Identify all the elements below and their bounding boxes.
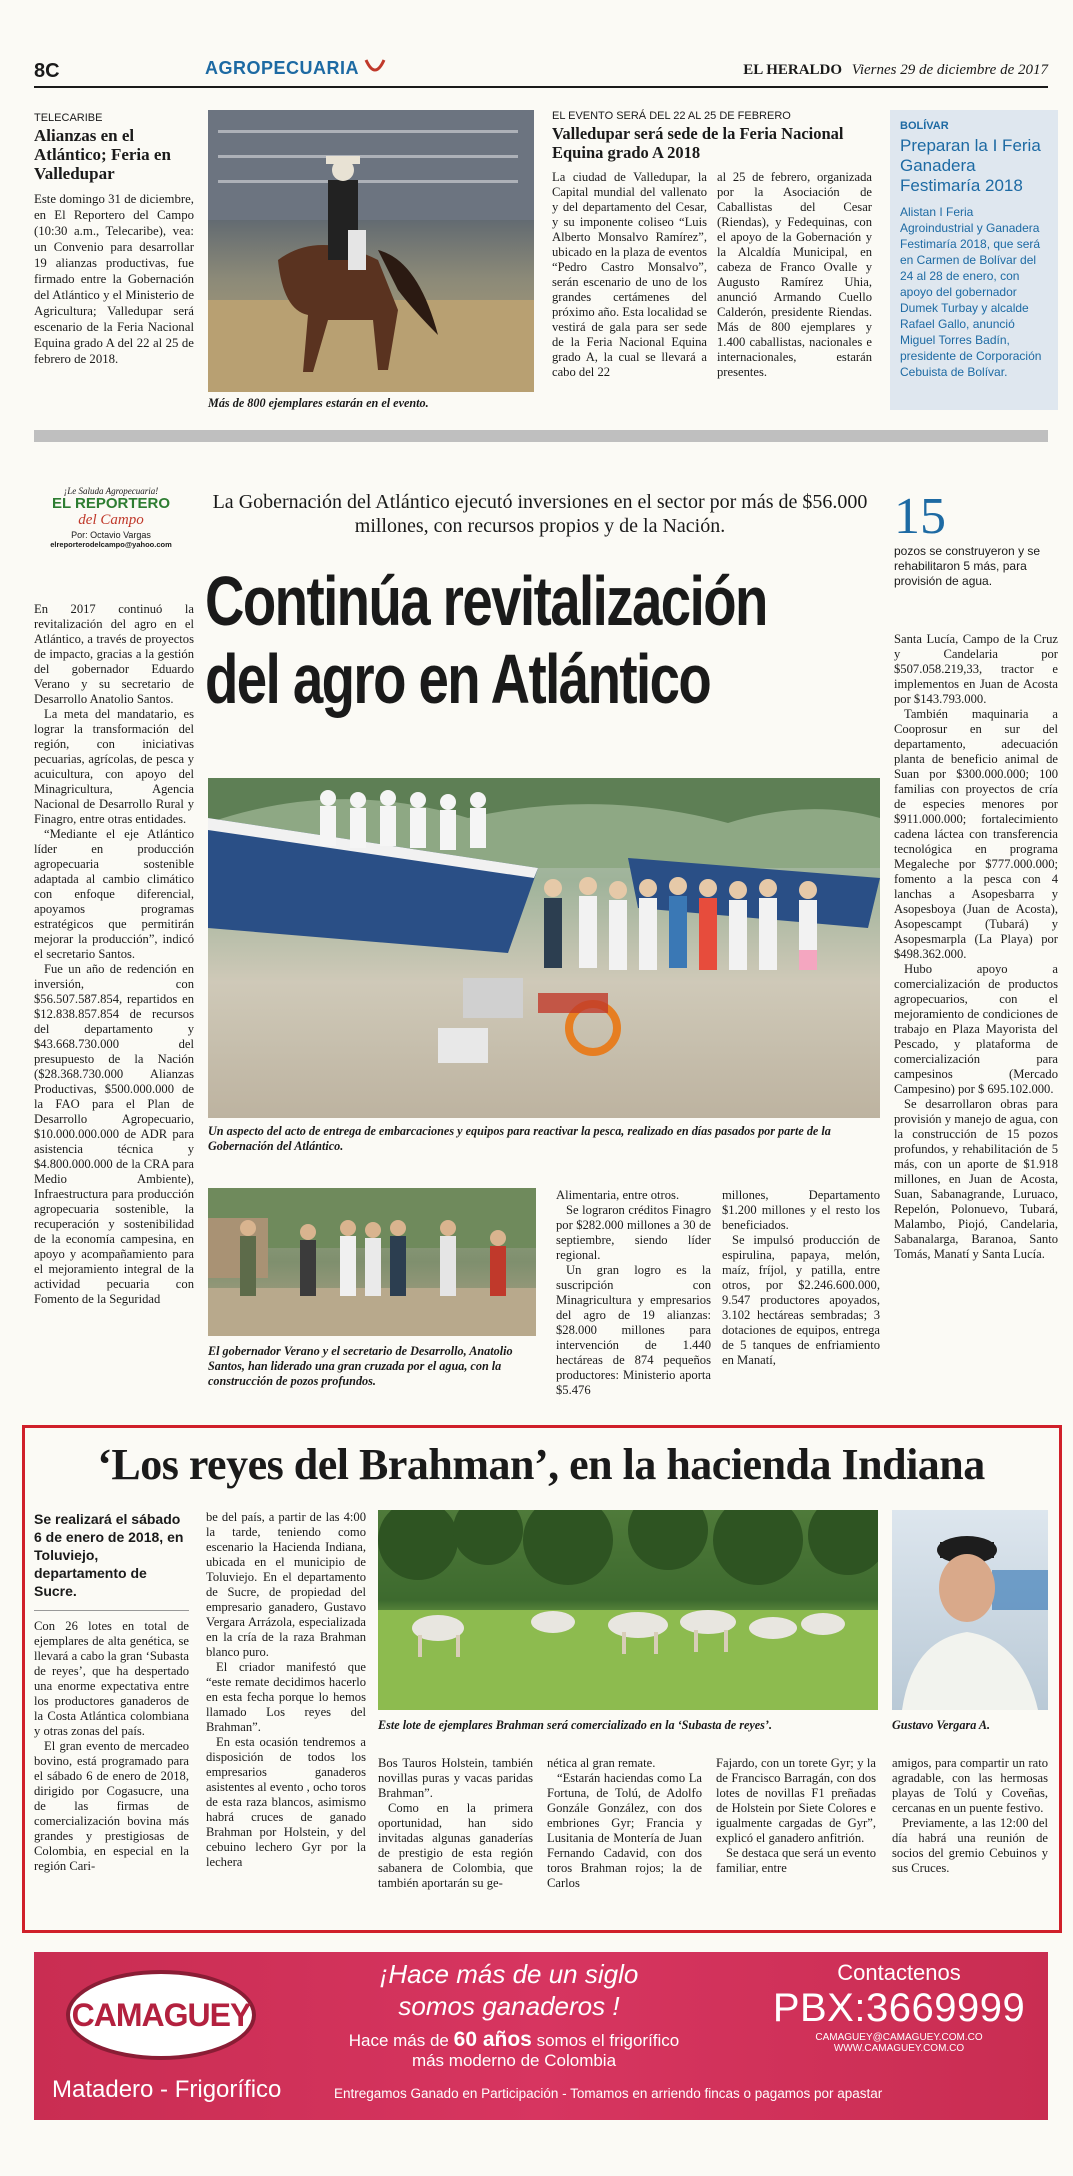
- stat-number: 15: [894, 488, 946, 545]
- main-deck: La Gobernación del Atlántico ejecutó inversiones en el sector por más de $56.000 millones, con recursos propios y de la Nación.: [212, 491, 868, 537]
- ad-contact-label: Contactenos: [837, 1960, 961, 1985]
- brief-mid-col1: La ciudad de Valledupar, la Capital mundial del vallenato y del departamento del Cesar, y su imponente coliseo “Luis Alberto Monsalvo Ramírez”, ubicado en la plaza de eventos “Pedro Castro Monsalvo”, serán escenario de uno de los grandes certámenes del próximo año. Esta localidad se vestirá de gala para ser sede de la Feria Nacional Equina grado A, la cual se llevará a cabo del 22: [552, 170, 707, 379]
- brief-middle: [552, 110, 872, 380]
- brief-title: Alianzas en el Atlántico; Feria en Valledupar: [34, 126, 171, 183]
- grey-band: [34, 430, 1048, 442]
- brief-left: [34, 112, 194, 367]
- brahman-lower-col4: [892, 1756, 1048, 1876]
- mid-col2-p1: millones, Departamento $1.200 millones y el resto los beneficiados.: [722, 1188, 880, 1232]
- ad-phone[interactable]: PBX:3669999: [772, 1986, 1026, 2030]
- brief-body: Este domingo 31 de diciembre, en El Reportero del Campo (10:30 a.m., Telecaribe), vea: un Convenio para desarrollar 19 alianzas productivas, fue firmado entre la Gobernación del Atlántico y el Ministerio de Agricultura; Valledupar será escenario de la Feria Nacional Equina grado A del 22 al 25 de febrero de 2018.: [34, 192, 194, 366]
- main-right-column: [894, 632, 1058, 1262]
- headline-line2: del agro en Atlántico: [205, 640, 711, 718]
- brief-right-kicker: BOLÍVAR: [900, 120, 949, 132]
- lower-col2-p1: nética al gran remate.: [547, 1756, 656, 1770]
- brahman-deck: Se realizará el sábado 6 de enero de 2018, en Toluviejo, departamento de Sucre.: [34, 1510, 189, 1611]
- ad-web[interactable]: WWW.CAMAGUEY.COM.CO: [833, 2043, 965, 2054]
- ad-slogan1: ¡Hace más de un siglo: [379, 1959, 639, 1989]
- lower-col4-p2: Previamente, a las 12:00 del día habrá una reunión de socios del gremio Cebuinos y sus Cruces.: [892, 1816, 1048, 1875]
- brahman-col1-p1: Con 26 lotes en total de ejemplares de alta genética, se llevará a cabo la gran ‘Subasta de reyes’, que ha despertado una enorme expectativa entre los productores ganaderos de la Costa Atlántica colombiana y otras zonas del país.: [34, 1619, 189, 1738]
- water-photo: [208, 1188, 536, 1336]
- ad-brand: CAMAGUEY: [71, 1997, 251, 2033]
- main-headline: [205, 562, 767, 718]
- section-logo-icon: [364, 58, 386, 76]
- main-left-p2: La meta del mandatario, es lograr la transformación del región, con iniciativas pecuarias, agrícolas, de pesca y acuicultura, con apoyo del Minagricultura, Agencia Nacional de Desarrollo Rural y Finagro, entre otras entidades.: [34, 707, 194, 826]
- brief-mid-title: Valledupar será sede de la Feria Nacional Equina grado A 2018: [552, 124, 844, 162]
- water-photo-caption: El gobernador Verano y el secretario de Desarrollo, Anatolio Santos, han liderado una gran cruzada por el agua, con la construcción de pozos profundos.: [208, 1344, 513, 1388]
- horse-photo: [208, 110, 534, 392]
- boats-photo: [208, 778, 880, 1118]
- header-rule: [34, 86, 1048, 88]
- column-logo: [36, 486, 186, 549]
- lower-col4-p1: amigos, para compartir un rato agradable, con las hermosas playas de Tolú y Coveñas, cercanas en un puente festivo.: [892, 1756, 1048, 1815]
- right-col-p4: Se desarrollaron obras para provisión y manejo de agua, con la construcción de 15 pozos profundos, y rehabilitación de 5 más, con un aporte de $1.918 millones, en Juan de Acosta, Suan, Sabanagrande, Luruaco, Repelón, Polonuevo, Tubará, Malambo, Piojó, Candelaria, Sabanalarga, Baranoa, Santo Tomás, Manatí y Santa Lucía.: [894, 1097, 1058, 1261]
- logo-name2: del Campo: [78, 512, 144, 528]
- brahman-left: [34, 1510, 189, 1874]
- stat-box: [894, 490, 1054, 589]
- main-mid-col1: [556, 1188, 711, 1398]
- camaguey-ad[interactable]: [34, 1952, 1048, 2120]
- ad-sub: Matadero - Frigorífico: [52, 2076, 282, 2103]
- mid-col1-p3: Un gran logro es la suscripción con Minagricultura y empresarios del agro de 19 alianzas: $28.000 millones para intervención de 1.440 hectáreas de 874 pequeños productores: Ministerio aporta $5.476: [556, 1263, 711, 1397]
- ad-slogan: [364, 1958, 654, 2022]
- section-title: [205, 58, 386, 79]
- ad-email[interactable]: CAMAGUEY@CAMAGUEY.COM.CO: [815, 2032, 983, 2043]
- brief-kicker: TELECARIBE: [34, 112, 103, 124]
- brief-right-body: Alistan I Feria Agroindustrial y Ganadera Festimaría 2018, que será en Carmen de Bolívar del 24 al 28 de enero, con apoyo del gobernador Dumek Turbay y alcalde Rafael Gallo, anunció Miguel Torres Badín, presidente de Corporación Cebuista de Bolívar.: [900, 205, 1042, 379]
- brief-right-title: Preparan la I Feria Ganadera Festimaría 2018: [900, 136, 1041, 195]
- logo-tagline: ¡Le Saluda Agropecuaria!: [63, 486, 159, 496]
- mid-col1-p1: Alimentaria, entre otros.: [556, 1188, 680, 1202]
- cattle-photo-caption: Este lote de ejemplares Brahman será comercializado en la ‘Subasta de reyes’.: [378, 1718, 773, 1732]
- ad-years-post: somos el frigorífico: [536, 2031, 680, 2050]
- lower-col3-p1: Fajardo, con un torete Gyr; y la de Francisco Barragán, con dos lotes de novillas F1 preñadas de Holstein por Siete Colores e igualmente cargadas de Gyr”, explicó el ganadero anfitrión.: [716, 1756, 876, 1845]
- right-col-p2: También maquinaria a Cooprosur en sur del departamento, adecuación planta de beneficio animal de Suan por $300.000.000; 100 familias con proyectos de cría de especies menores por $911.000.000; fortalecimiento cadena láctea con transferencia tecnológica en programa Megaleche por $777.000.000; fomento a la pesca con 4 lanchas a Asopesbarra y Asopesboya (Juan de Acosta), Asopescampt (Tubará) y Asopesmarpla (La Playa) por $498.362.000.: [894, 707, 1058, 961]
- right-col-p1: Santa Lucía, Campo de la Cruz y Candelaria por $507.058.219,33, tractor e implementos en Juan de Acosta por $143.793.000.: [894, 632, 1058, 706]
- ad-years: [334, 2030, 694, 2071]
- cattle-photo: [378, 1510, 878, 1710]
- ad-years-pre: Hace más de: [348, 2031, 449, 2050]
- stat-text: pozos se construyeron y se rehabilitaron 5 más, para provisión de agua.: [894, 544, 1041, 588]
- main-left-p1: En 2017 continuó la revitalización del agro en el Atlántico, a través de proyectos de impacto, gracias a la gestión del gobernador Eduardo Verano y su secretario de Desarrollo Anatolio Santos.: [34, 602, 194, 706]
- ad-years-num: 60 años: [453, 2028, 532, 2051]
- mid-col2-p2: Se impulsó producción de espirulina, papaya, melón, maíz, fríjol, y patilla, entre otros, por $2.246.600.000, 9.547 productores apoyados, 3.102 hectáreas sembradas; 3 dotaciones de equipos, entrega de 5 tanques de enfriamiento en Manatí,: [722, 1233, 880, 1367]
- mid-col1-p2: Se lograron créditos Finagro por $282.000 millones a 30 de septiembre, siendo líder regional.: [556, 1203, 711, 1262]
- portrait-photo: [892, 1510, 1048, 1710]
- page-number: 8C: [34, 60, 60, 82]
- brahman-col2-p2: El criador manifestó que “este remate decidimos hacerlo en esta fecha porque lo hemos llamado Los reyes del Brahman”.: [206, 1660, 366, 1734]
- brahman-col1-p2: El gran evento de mercadeo bovino, está programado para el sábado 6 de enero de 2018, dirigido por Cogasucre, una de las firmas de comercialización bovina más grandes y prestigiosas de Colombia, en especial en la región Cari-: [34, 1739, 189, 1873]
- main-left-column: [34, 602, 194, 1307]
- brahman-lower-col3: [716, 1756, 876, 1876]
- main-left-p3: “Mediante el eje Atlántico líder en producción agropecuaria sostenible adaptada al cambio climático con enfoque diferencial, apoyamos programas estratégicos que permitirán mejorar la producción”, indicó el secretario Santos.: [34, 827, 194, 961]
- lower-col1-p2: Como en la primera oportunidad, han sido invitadas algunas ganaderías de prestigio de esta región sabanera de Colombia, que también aportarán su ge-: [378, 1801, 533, 1890]
- right-col-p3: Hubo apoyo a comercialización de productos agropecuarios, con el mejoramiento de condiciones de trabajo en Plaza Mayorista del Pescado, y plataforma de comercialización para campesinos (Mercado Campesino) por $ 695.102.000.: [894, 962, 1058, 1096]
- issue-date: Viernes 29 de diciembre de 2017: [851, 62, 1048, 78]
- ad-contact: [754, 1960, 1044, 2054]
- logo-byline: Por: Octavio Vargas: [71, 530, 151, 540]
- ad-slogan2: somos ganaderos !: [398, 1991, 620, 2021]
- brahman-col2-p1: be del país, a partir de las 4:00 la tarde, teniendo como escenario la Hacienda Indiana, ubicada en el municipio de Toluviejo. En el departamento de Sucre, de propiedad del empresario ganadero, Gustavo Vergara Arrázola, especializada en la cría de la raza Brahman blanco puro.: [206, 1510, 366, 1659]
- brahman-lower-col2: [547, 1756, 702, 1891]
- brief-mid-kicker: EL EVENTO SERÁ DEL 22 AL 25 DE FEBRERO: [552, 110, 791, 122]
- horse-photo-caption: Más de 800 ejemplares estarán en el evento.: [208, 396, 429, 410]
- lower-col3-p2: Se destaca que será un evento familiar, entre: [716, 1846, 877, 1875]
- brahman-col2: [206, 1510, 366, 1870]
- ad-footer: Entregamos Ganado en Participación - Tomamos en arriendo fincas o pagamos por apastar: [334, 2086, 883, 2101]
- lower-col2-p2: “Estarán haciendas como La Fortuna, de Tolú, de Adolfo Gonzále González, con dos embriones Gyr; Francia y Lusitania de Montería de Juan Fernando Cadavid, con dos toros Brahman rojos; la de Carlos: [547, 1771, 702, 1890]
- section-label: AGROPECUARIA: [205, 58, 359, 78]
- brief-right-box: [890, 110, 1058, 410]
- ad-line2: más moderno de Colombia: [411, 2051, 617, 2070]
- headline-line1: Continúa revitalización: [205, 562, 767, 640]
- newspaper-info: [743, 62, 1048, 79]
- logo-email: elreporterodelcampo@yahoo.com: [50, 540, 172, 549]
- portrait-caption: Gustavo Vergara A.: [892, 1718, 991, 1732]
- boats-photo-caption: Un aspecto del acto de entrega de embarcaciones y equipos para reactivar la pesca, realizado en días pasados por parte de la Gobernación del Atlántico.: [208, 1124, 831, 1153]
- brahman-col2-p3: En esta ocasión tendremos a disposición de todos los empresarios ganaderos asistentes al evento , ocho toros de esta raza blancos, asimismo habrá cruces de ganado Brahman por Holstein, y del cebuino lechero Gyr por la lechera: [206, 1735, 366, 1869]
- main-mid-col2: [722, 1188, 880, 1368]
- newspaper-name: EL HERALDO: [743, 62, 843, 78]
- brahman-lower-col1: [378, 1756, 533, 1891]
- ad-logo: [66, 1970, 256, 2060]
- brahman-title: ‘Los reyes del Brahman’, en la hacienda Indiana: [97, 1440, 985, 1489]
- brief-mid-col2: al 25 de febrero, organizada por la Asociación de Caballistas del Cesar (Riendas), y Fedequinas, con el apoyo de la Gobernación y la Alcaldía Municipal, en cabeza de Franco Ovalle y Augusto Ramírez Uhia, anunció Armando Cuello Calderón, presidente Riendas. Más de 800 ejemplares y 1.400 caballistas, nacionales e internacionales, estarán presentes.: [717, 170, 872, 379]
- lower-col1-p1: Bos Tauros Holstein, también novillas puras y vacas paridas Brahman”.: [378, 1756, 533, 1800]
- logo-name1: EL REPORTERO: [51, 495, 171, 512]
- main-left-p4: Fue un año de redención en inversión, con $56.507.587.854, repartidos en $12.838.857.854 de recursos del departamento y $43.668.730.000 del presupuesto de la Nación ($28.368.730.000 Alianzas Productivas, $500.000.000 de la FAO para el Plan de Desarrollo Agropecuario, $10.000.000.000 de ADR para asistencia técnica y $4.800.000.000 de la CRA para Medio Ambiente), Infraestructura para producción agropecuaria sostenible, la recuperación y sostenibilidad de la economía campesina, en apoyo y acompañamiento para el mejoramiento integral de la actividad pecuaria con Fomento de la Seguridad: [34, 962, 194, 1306]
